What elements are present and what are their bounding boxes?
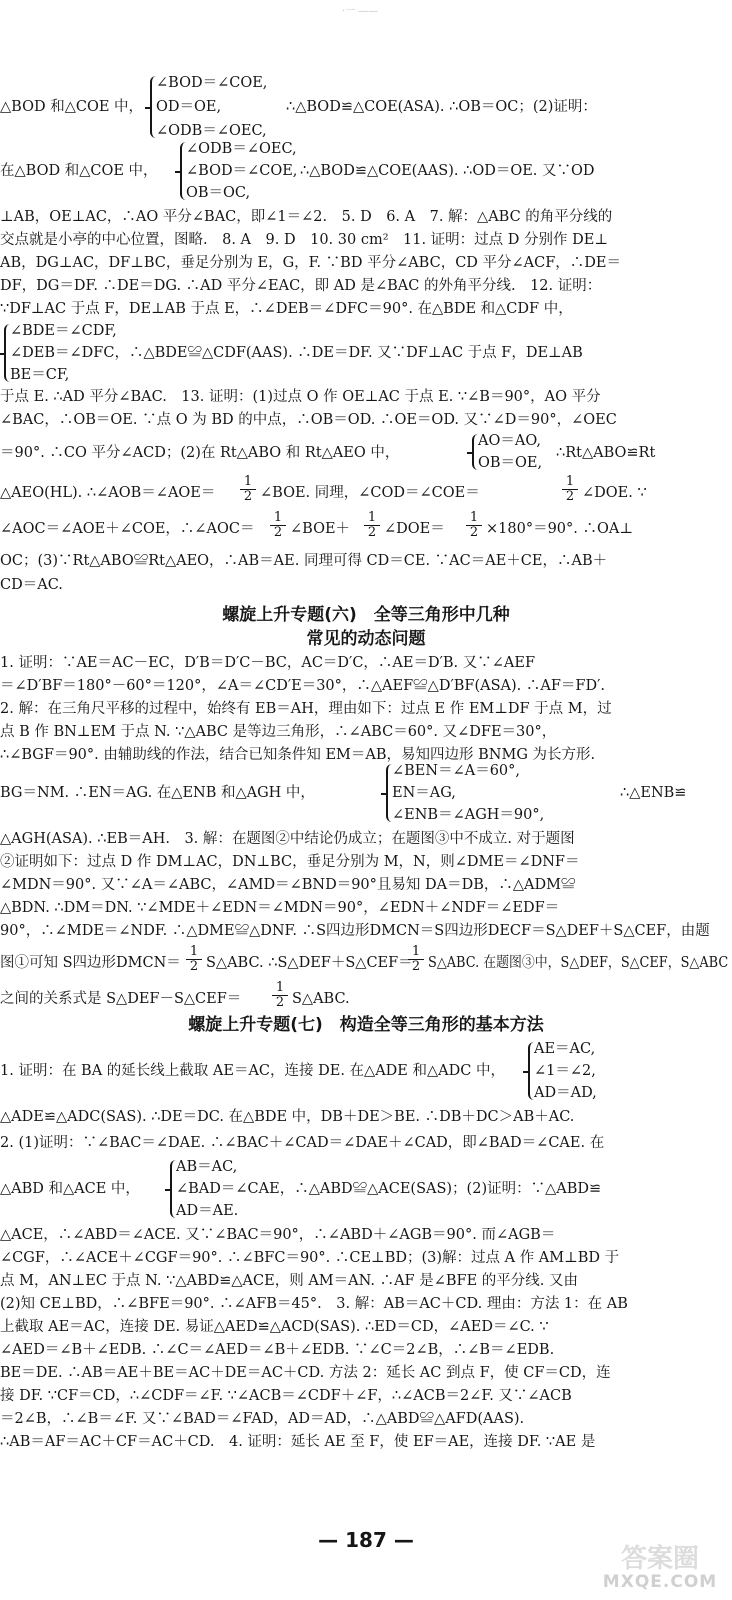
- system-line: OB＝OE,: [478, 455, 543, 471]
- text-line: △AEO(HL). ∴∠AOB＝∠AOE＝: [0, 485, 216, 501]
- system-line: AD＝AD,: [534, 1085, 597, 1101]
- system-line: ∠1＝∠2,: [534, 1063, 596, 1079]
- text-line: S△ABC. 在题图③中，S△DEF，S△CEF，S△ABC: [428, 955, 729, 971]
- text-line: ∠AED＝∠B＋∠EDB. ∴∠C＝∠AED＝∠B＋∠EDB. ∵∠C＝2∠B，∴∠B＝∠EDB.: [0, 1342, 555, 1358]
- text-line: S△ABC. ∴S△DEF＋S△CEF＝: [206, 955, 413, 971]
- text-line: ∴△BOD≌△COE(AAS). ∴OD＝OE. 又∵OD: [300, 163, 595, 179]
- text-line: 点 B 作 BN⊥EM 于点 N. ∵△ABC 是等边三角形，∴∠ABC＝60°. 又∠DFE＝30°，: [0, 724, 557, 740]
- text-line: ∴Rt△ABO≌Rt: [556, 445, 656, 461]
- system-line: BE＝CF,: [10, 367, 70, 383]
- brace: [472, 434, 478, 470]
- text-line: AB，DG⊥AC，DF⊥BC，垂足分别为 E，G，F. ∵BD 平分∠ABC，CD 平分∠ACF，∴DE＝: [0, 255, 622, 271]
- watermark-site: MXQE.COM: [602, 1572, 718, 1592]
- fraction: $\frac{1}{2}$: [240, 475, 256, 504]
- text-line: 接 DF. ∵CF＝CD，∴∠CDF＝∠F. ∵∠ACB＝∠CDF＋∠F，∴∠ACB＝2∠F. 又∵∠ACB: [0, 1388, 572, 1404]
- text-line: 图①可知 S四边形DMCN＝: [0, 955, 181, 971]
- text-line: (2)知 CE⊥BD，∴∠BFE＝90°. ∴∠AFB＝45°. 3. 解：AB＝AC＋CD. 理由：方法 1：在 AB: [0, 1296, 628, 1312]
- system-line: ∠ODB＝∠OEC,: [186, 141, 297, 157]
- text-line: BE＝DE. ∴AB＝AE＋BE＝AC＋DE＝AC＋CD. 方法 2：延长 AC 到点 F，使 CF＝CD，连: [0, 1365, 611, 1381]
- text-line: ∴∠BGF＝90°. 由辅助线的作法，结合已知条件知 EM＝AB，易知四边形 BNMG 为长方形.: [0, 747, 596, 763]
- text-line: 90°，∴∠MDE＝∠NDF. ∴△DME≌△DNF. ∴S四边形DMCN＝S四边形DECF＝S△DEF＋S△CEF，由题: [0, 923, 710, 939]
- text-line: △BDN. ∴DM＝DN. ∵∠MDE＋∠EDN＝∠MDN＝90°，∠EDN＋∠NDF＝∠EDF＝: [0, 900, 560, 916]
- text-line: 2. (1)证明：∵∠BAC＝∠DAE. ∴∠BAC＋∠CAD＝∠DAE＋∠CAD，即∠BAD＝∠CAE. 在: [0, 1135, 605, 1151]
- text-line: △AGH(ASA). ∴EB＝AH. 3. 解：在题图②中结论仍成立；在题图③中不成立. 对于题图: [0, 831, 575, 847]
- text-line: △BOD 和△COE 中，: [0, 99, 144, 115]
- brace: [180, 142, 186, 200]
- brace: [528, 1042, 534, 1100]
- text-line: ＝∠D′BF＝180°－60°＝120°，∠A＝∠CD′E＝30°，∴△AEF≌△D′BF(ASA). ∴AF＝FD′.: [0, 678, 605, 694]
- fraction: $\frac{1}{2}$: [186, 945, 202, 974]
- text-line: 于点 E. ∴AD 平分∠BAC. 13. 证明：(1)过点 O 作 OE⊥AC 于点 E. ∵∠B＝90°，AO 平分: [0, 389, 601, 405]
- text-line: ∴AB＝AF＝AC＋CF＝AC＋CD. 4. 证明：延长 AE 至 F，使 EF＝AE，连接 DF. ∵AE 是: [0, 1434, 596, 1450]
- fraction: $\frac{1}{2}$: [364, 511, 380, 540]
- text-line: ∠DOE＝: [384, 521, 445, 537]
- text-line: ∵DF⊥AC 于点 F，DE⊥AB 于点 E，∴∠DEB＝∠DFC＝90°. 在△BDE 和△CDF 中，: [0, 301, 573, 317]
- text-line: 之间的关系式是 S△DEF－S△CEF＝: [0, 991, 242, 1007]
- text-line: ∴△ENB≌: [620, 785, 687, 801]
- system-line: ∠ENB＝∠AGH＝90°,: [392, 807, 545, 823]
- system-line: OD＝OE,: [156, 99, 222, 115]
- system-line: AO＝AO,: [478, 433, 541, 449]
- text-line: OC；(3)∵Rt△ABO≌Rt△AEO，∴AB＝AE. 同理可得 CD＝CE. ∵AC＝AE＋CE，∴AB＋: [0, 553, 608, 569]
- system-line: ∠BOD＝∠COE,: [186, 163, 298, 179]
- system-line: EN＝AG,: [392, 785, 456, 801]
- text-line: 1. 证明：∵AE＝AC－EC，D′B＝D′C－BC，AC＝D′C，∴AE＝D′B. 又∵∠AEF: [0, 655, 536, 671]
- system-line: ∠ODB＝∠OEC,: [156, 123, 267, 139]
- text-line: DF，DG＝DF. ∴DE＝DG. ∴AD 平分∠EAC，即 AD 是∠BAC 的外角平分线. 12. 证明：: [0, 278, 602, 294]
- text-line: ∠BOE. 同理，∠COD＝∠COE＝: [260, 485, 480, 501]
- text-line: ∠BAC，∴OB＝OE. ∵点 O 为 BD 的中点，∴OB＝OD. ∴OE＝OD. 又∵∠D＝90°，∠OEC: [0, 412, 617, 428]
- text-line: ∠AOC＝∠AOE＋∠COE，∴∠AOC＝: [0, 521, 255, 537]
- system-line: AB＝AC,: [176, 1159, 238, 1175]
- fraction: $\frac{1}{2}$: [408, 945, 424, 974]
- system-line: ∠BEN＝∠A＝60°,: [392, 763, 521, 779]
- text-line: 点 M，AN⊥EC 于点 N. ∵△ABD≌△ACE，则 AM＝AN. ∴AF 是∠BFE 的平分线. 又由: [0, 1273, 579, 1289]
- text-line: ∠BOE＋: [290, 521, 351, 537]
- fraction: $\frac{1}{2}$: [562, 475, 578, 504]
- text-line: △ABD 和△ACE 中，: [0, 1181, 140, 1197]
- watermark-logo: 答案圈: [620, 1544, 699, 1574]
- section-heading: 常见的动态问题: [306, 629, 426, 649]
- system-line: AE＝AC,: [534, 1041, 596, 1057]
- brace: [150, 76, 156, 138]
- text-line: CD＝AC.: [0, 577, 63, 593]
- text-line: 1. 证明：在 BA 的延长线上截取 AE＝AC，连接 DE. 在△ADE 和△ADC 中，: [0, 1063, 505, 1079]
- brace: [4, 324, 10, 382]
- text-line: △ADE≌△ADC(SAS). ∴DE＝DC. 在△BDE 中，DB＋DE＞BE. ∴DB＋DC＞AB＋AC.: [0, 1109, 575, 1125]
- system-line: ∠BOD＝∠COE,: [156, 75, 268, 91]
- system-line: ∠BAD＝∠CAE，∴△ABD≌△ACE(SAS)；(2)证明：∵△ABD≌: [176, 1181, 602, 1197]
- text-line: 交点就是小亭的中心位置，图略. 8. A 9. D 10. 30 cm² 11. 证明：过点 D 分别作 DE⊥: [0, 232, 608, 248]
- fraction: $\frac{1}{2}$: [272, 981, 288, 1010]
- page-number: — 187 —: [318, 1528, 414, 1552]
- section-heading: 螺旋上升专题(七) 构造全等三角形的基本方法: [188, 1015, 544, 1035]
- text-line: 在△BOD 和△COE 中，: [0, 163, 158, 179]
- system-line: AD＝AE.: [176, 1203, 239, 1219]
- brace: [386, 764, 392, 822]
- brace: [170, 1160, 176, 1218]
- system-line: OB＝OC,: [186, 185, 251, 201]
- text-line: BG＝NM. ∴EN＝AG. 在△ENB 和△AGH 中，: [0, 785, 315, 801]
- system-line: ∠DEB＝∠DFC，∴△BDE≌△CDF(AAS). ∴DE＝DF. 又∵DF⊥AC 于点 F，DE⊥AB: [10, 345, 583, 361]
- section-heading: 螺旋上升专题(六) 全等三角形中几种: [222, 605, 510, 625]
- text-line: ×180°＝90°. ∴OA⊥: [486, 521, 633, 537]
- fraction: $\frac{1}{2}$: [270, 511, 286, 540]
- text-line: ∠DOE. ∵: [582, 485, 647, 501]
- system-line: ∠BDE＝∠CDF,: [10, 323, 117, 339]
- text-line: ∠MDN＝90°. 又∵∠A＝∠ABC，∠AMD＝∠BND＝90°且易知 DA＝DB，∴△ADM≌: [0, 877, 576, 893]
- text-line: ＝90°. ∴CO 平分∠ACD；(2)在 Rt△ABO 和 Rt△AEO 中，: [0, 445, 400, 461]
- text-line: 上截取 AE＝AC，连接 DE. 易证△AED≌△ACD(SAS). ∴ED＝CD，∠AED＝∠C. ∵: [0, 1319, 549, 1335]
- text-line: ②证明如下：过点 D 作 DM⊥AC，DN⊥BC，垂足分别为 M，N，则∠DME＝∠DNF＝: [0, 854, 580, 870]
- text-line: 2. 解：在三角尺平移的过程中，始终有 EB＝AH，理由如下：过点 E 作 EM⊥DF 于点 M，过: [0, 701, 612, 717]
- text-line: ⊥AB，OE⊥AC，∴AO 平分∠BAC，即∠1＝∠2. 5. D 6. A 7. 解：△ABC 的角平分线的: [0, 209, 613, 225]
- text-line: S△ABC.: [292, 991, 350, 1007]
- watermark: [600, 1538, 720, 1596]
- text-line: ∴△BOD≌△COE(ASA). ∴OB＝OC；(2)证明：: [286, 99, 597, 115]
- text-line: △ACE，∴∠ABD＝∠ACE. 又∵∠BAC＝90°，∴∠ABD＋∠AGB＝90°. 而∠AGB＝: [0, 1227, 556, 1243]
- text-line: ＝2∠B，∴∠B＝∠F. 又∵∠BAD＝∠FAD，AD＝AD，∴△ABD≌△AFD(AAS).: [0, 1411, 525, 1427]
- fraction: $\frac{1}{2}$: [466, 511, 482, 540]
- text-line: ∠CGF，∴∠ACE＋∠CGF＝90°. ∴∠BFC＝90°. ∴CE⊥BD；(3)解：过点 A 作 AM⊥BD 于: [0, 1250, 620, 1266]
- top-faint-mark: ·一 ——: [341, 6, 379, 17]
